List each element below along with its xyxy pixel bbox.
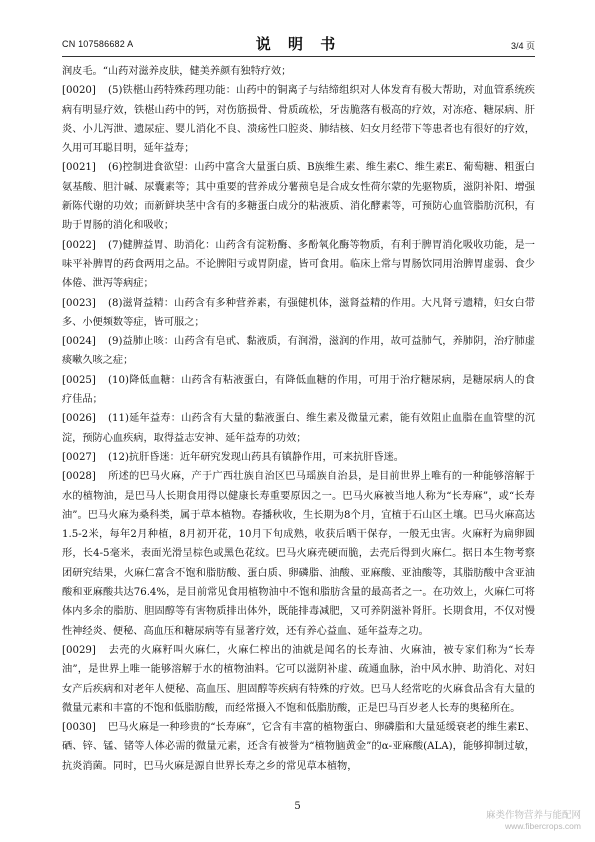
paragraph-text: (10)降低血糖：山药含有粘液蛋白，有降低血糖的作用，可用于治疗糖尿病，是糖尿病人的食疗佳品；: [62, 374, 535, 406]
header-rule: [62, 56, 535, 57]
paragraph-text: 所述的巴马火麻，产于广西壮族自治区巴马瑶族自治县，是目前世界上唯有的一种能够溶解于水的植物油，是巴马人长期食用得以健康长寿重要原因之一。巴马火麻被当地人称为“长寿麻”，或“长寿油”。巴马火麻为桑科类，属于草本植物。春播秋收，生长期为8个月，宜植于石山区土壤。巴马火麻高达1.5-2米，每年2月种植，8月初开花，10月下旬成熟，收获后晒干保存，一般无虫害。火麻籽为扁卵圆形，长4-5毫米，表面光滑呈棕色或黑色花纹。巴马火麻壳硬而脆，去壳后得到火麻仁。据日本生物考察团研究结果，火麻仁富含不饱和脂肪酸、蛋白质、卵磷脂、油酸、亚麻酸、亚油酸等，其脂肪酸中含亚油酸和亚麻酸共达76.4%，是目前常见食用植物油中不饱和脂肪含量的最高者之一。在功效上，火麻仁可将体内多余的脂肪、胆固醇等有害物质排出体外，既能排毒减肥，又可养阴滋补肾肝。长期食用，不仅对慢性神经炎、便秘、高血压和糖尿病等有显著疗效，还有养心益血、延年益寿之功。: [62, 471, 535, 637]
paragraph: [62, 81, 535, 158]
paragraph-number: [0029]: [62, 644, 96, 656]
paragraph-number: [0028]: [62, 471, 96, 483]
site-watermark: [486, 810, 581, 832]
paragraph: [62, 718, 535, 776]
paragraph-text: 巴马火麻是一种珍贵的“长寿麻”，它含有丰富的植物蛋白、卵磷脂和大量延缓衰老的维生素E、硒、锌、锰、锗等人体必需的微量元素，还含有被誉为“植物脑黄金”的α-亚麻酸(ALA)，能够抑制过敏，抗炎消菌。同时，巴马火麻是源自世界长寿之乡的常见草本植物，: [62, 722, 535, 772]
paragraph-number: [0025]: [62, 374, 96, 386]
paragraph-number: [0020]: [62, 85, 96, 97]
body-text: [62, 62, 535, 776]
paragraph-text: 润皮毛。“山药对滋养皮肤，健美养颜有独特疗效；: [62, 66, 292, 77]
paragraph: [62, 371, 535, 410]
paragraph-number: [0030]: [62, 722, 96, 734]
paragraph-number: [0026]: [62, 413, 96, 425]
paragraph-text: (9)益肺止咳：山药含有皂甙、黏液质，有润滑，滋润的作用，故可益肺气，养肺阴，治疗肺虚痰嗽久咳之症；: [62, 336, 535, 367]
paragraph-number: [0022]: [62, 239, 96, 251]
paragraph: [62, 62, 535, 81]
page-number: 5: [294, 801, 301, 812]
paragraph: [62, 409, 535, 448]
page-header: [62, 33, 535, 53]
paragraph-number: [0027]: [62, 451, 96, 463]
paragraph-text: (7)健脾益胃、助消化：山药含有淀粉酶、多酚氧化酶等物质，有利于脾胃消化吸收功能，是一味平补脾胃的药食两用之品。不论脾阳亏或胃阴虚，皆可食用。临床上常与胃肠饮同用治脾胃虚弱、食少体倦、泄泻等病症；: [62, 239, 535, 290]
paragraph-number: [0024]: [62, 336, 96, 348]
paragraph: [62, 158, 535, 235]
paragraph: [62, 236, 535, 294]
paragraph-text: (6)控制进食欲望：山药中富含大量蛋白质、B族维生素、维生素C、维生素E、葡萄糖、粗蛋白氨基酸、胆汁碱、尿囊素等；其中重要的营养成分薯蓣皂是合成女性荷尔蒙的先驱物质，滋阴补阳、增强新陈代谢的功效；而新鲜块茎中含有的多糖蛋白成分的粘液质、消化酵素等，可预防心血管脂肪沉积，有助于胃肠的消化和吸收；: [62, 162, 535, 232]
paragraph-text: 去壳的火麻籽叫火麻仁，火麻仁榨出的油就是闻名的长寿油、火麻油，被专家们称为“长寿油”，是世界上唯一能够溶解于水的植物油料。它可以滋阴补虚、疏通血脉，治中风水肿、助消化、对妇女产后疾病和对老年人便秘、高血压、胆固醇等疾病有特殊的疗效。巴马人经常吃的火麻食品含有大量的微量元素和丰富的不饱和低脂肪酸，而经常摄入不饱和低脂肪酸，正是巴马百岁老人长寿的奥秘所在。: [62, 644, 535, 714]
paragraph-text: (12)抗肝昏迷：近年研究发现山药具有镇静作用，可来抗肝昏迷。: [108, 451, 404, 463]
publication-number: CN 107586682 A: [62, 39, 134, 49]
watermark-url: www.fibercrops.com: [504, 821, 581, 831]
paragraph-number: [0021]: [62, 162, 96, 174]
page-of-total: 3/4 页: [510, 41, 535, 51]
watermark-site-name: 麻类作物营养与能配网: [485, 810, 581, 821]
paragraph-number: [0023]: [62, 297, 96, 309]
paragraph-text: (5)铁椹山药特殊药理功能：山药中的铜离子与结缔组织对人体发育有极大帮助，对血管系统疾病有明显疗效，铁椹山药中的钙，对伤筋损骨、骨质疏松，牙齿脆落有极高的疗效，对冻疮、糖尿病、肝炎、小儿泻泄、遗尿症、婴儿消化不良、溃疡性口腔炎、肺结核、妇女月经带下等患者也有很好的疗效，久用可耳聪目明，延年益寿；: [62, 85, 535, 155]
paragraph: [62, 448, 535, 467]
paragraph: [62, 467, 535, 641]
document-title: 说 明 书: [255, 35, 342, 53]
paragraph: [62, 294, 535, 333]
paragraph: [62, 641, 535, 718]
paragraph: [62, 332, 535, 371]
paragraph-text: (11)延年益寿：山药含有大量的黏液蛋白、维生素及微量元素，能有效阻止血脂在血管壁的沉淀，预防心血疾病，取得益志安神、延年益寿的功效；: [62, 413, 535, 444]
paragraph-text: (8)滋肾益精：山药含有多种营养素，有强健机体，滋肾益精的作用。大凡肾亏遗精，妇女白带多、小便频数等症，皆可服之；: [62, 297, 535, 328]
